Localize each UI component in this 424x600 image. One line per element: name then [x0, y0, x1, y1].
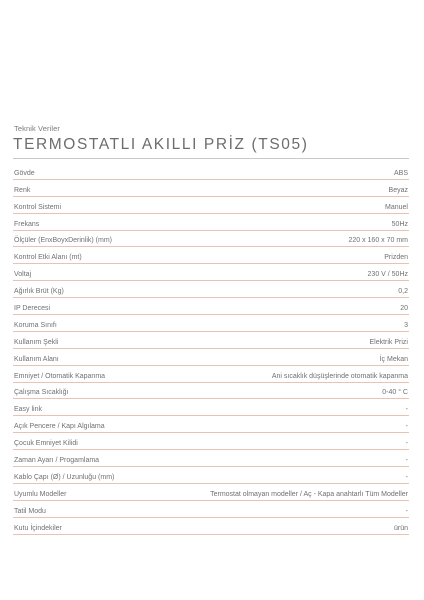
spec-sheet [13, 124, 409, 535]
spec-row-ip-derecesi [13, 298, 409, 315]
spec-label: Ağırlık Brüt (Kg) [14, 288, 64, 296]
spec-label: Kontrol Sistemi [14, 203, 62, 211]
spec-row-kontrol-etki-alani [13, 247, 409, 264]
spec-row-tatil-modu [13, 501, 409, 518]
spec-row-kontrol-sistemi [13, 197, 409, 214]
spec-label: Voltaj [14, 271, 32, 279]
spec-label: Frekans [14, 220, 40, 228]
spec-label: Tatil Modu [14, 507, 46, 515]
spec-row-agirlik [13, 281, 409, 298]
spec-row-uyumlu-modeller [13, 484, 409, 501]
spec-value: 220 x 160 x 70 mm [348, 237, 408, 245]
spec-row-frekans [13, 214, 409, 231]
title-divider [13, 158, 409, 159]
spec-row-kablo-capi [13, 467, 409, 484]
spec-value: Ani sıcaklık düşüşlerinde otomatik kapanma [271, 372, 408, 380]
spec-label: Emniyet / Otomatik Kapanma [14, 372, 106, 380]
spec-value: Beyaz [388, 186, 408, 194]
spec-label: Çocuk Emniyet Kilidi [14, 440, 78, 448]
spec-value: İç Mekan [379, 355, 408, 363]
spec-value: Manuel [385, 203, 408, 211]
spec-label: Kablo Çapı (Ø) / Uzunluğu (mm) [14, 473, 115, 481]
spec-row-olculer [13, 231, 409, 248]
spec-label: IP Derecesi [14, 305, 51, 313]
spec-label: Koruma Sınıfı [14, 321, 57, 329]
spec-row-voltaj [13, 264, 409, 281]
spec-value: - [405, 457, 408, 465]
spec-value: 0-40 ° C [382, 389, 408, 397]
spec-label: Kontrol Etki Alanı (mt) [14, 254, 82, 262]
spec-value: 0,2 [398, 288, 408, 296]
spec-row-emniyet [13, 366, 409, 383]
spec-value: 20 [400, 305, 408, 313]
spec-row-cocuk-kilidi [13, 433, 409, 450]
spec-value: ABS [393, 169, 408, 177]
spec-value: - [405, 406, 408, 414]
spec-row-kullanim-sekli [13, 332, 409, 349]
spec-label: Çalışma Sıcaklığı [14, 389, 69, 397]
spec-row-calisma-sicakligi [13, 383, 409, 400]
spec-value: Prizden [384, 254, 408, 262]
spec-label: Kullanım Alanı [14, 355, 59, 363]
spec-row-renk [13, 180, 409, 197]
spec-label: Easy link [14, 406, 43, 414]
spec-value: - [405, 507, 408, 515]
spec-row-koruma-sinifi [13, 315, 409, 332]
spec-label: Gövde [14, 169, 35, 177]
spec-table [13, 163, 409, 535]
spec-value: ürün [393, 524, 408, 532]
spec-value: Termostat olmayan modeller / Aç - Kapa anahtarlı Tüm Modeller [210, 490, 408, 498]
spec-value: 230 V / 50Hz [367, 271, 408, 279]
spec-label: Renk [14, 186, 31, 194]
spec-row-kutu-icindekiler [13, 518, 409, 535]
spec-value: Elektrik Prizi [369, 338, 408, 346]
spec-value: 3 [404, 321, 408, 329]
spec-row-easy-link [13, 399, 409, 416]
spec-row-govde [13, 163, 409, 180]
spec-row-acik-pencere [13, 416, 409, 433]
spec-value: - [405, 473, 408, 481]
spec-label: Uyumlu Modeller [14, 490, 67, 498]
spec-row-kullanim-alani [13, 349, 409, 366]
spec-label: Kullanım Şekli [14, 338, 59, 346]
spec-value: - [405, 423, 408, 431]
spec-label: Zaman Ayarı / Progamlama [14, 457, 100, 465]
spec-value: 50Hz [391, 220, 408, 228]
spec-value: - [405, 440, 408, 448]
spec-row-zaman-ayari [13, 450, 409, 467]
spec-label: Açık Pencere / Kapı Algılama [14, 423, 105, 431]
spec-label: Kutu İçindekiler [14, 524, 62, 532]
product-title: TERMOSTATLI AKILLI PRİZ (TS05) [13, 136, 309, 153]
section-subtitle: Teknik Veriler [14, 124, 61, 133]
spec-label: Ölçüler (EnxBoyxDerinlik) (mm) [14, 237, 113, 245]
